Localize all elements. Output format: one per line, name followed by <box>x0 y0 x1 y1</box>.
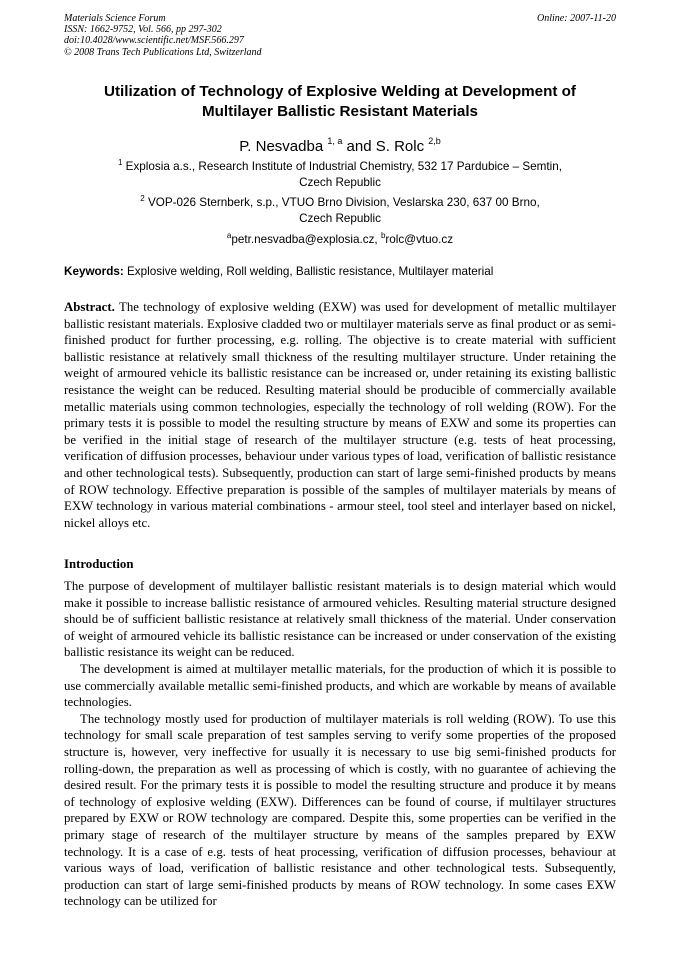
doi-line: doi:10.4028/www.scientific.net/MSF.566.297 <box>64 35 244 47</box>
email-b-marker: b <box>380 231 386 240</box>
email-b[interactable]: rolc@vtuo.cz <box>385 232 454 246</box>
author-1-name: P. Nesvadba <box>239 138 324 155</box>
issn-line: ISSN: 1662-9752, Vol. 566, pp 297-302 <box>64 24 222 36</box>
email-line <box>64 228 616 248</box>
copyright-line: © 2008 Trans Tech Publications Ltd, Switzerland <box>64 46 262 58</box>
intro-paragraph-2: The development is aimed at multilayer metallic materials, for the production of which it is possible to use commercially available metallic semi-finished products, and which are workable by means of available technologies. <box>64 661 616 710</box>
abstract-text: The technology of explosive welding (EXW) was used for development of metallic multilayer ballistic resistant materials. Explosive cladded two or multilayer materials serve as final product or as semi-finished product for further processing, e.g. rolling. The objective is to create material with sufficient ballistic resistance at relatively small thickness of the resulting multilayer structure. Under retaining the weight of armoured vehicle its ballistic resistance can be increased or, under retaining its existing ballistic resistance the weight can be reduced. Resulting material should be producible of commercially available metallic materials using common technologies, especially the technology of roll welding (ROW). For the primary tests it is possible to model the resulting structure by means of EXW and some its properties can be verified in the initial stage of research of the multilayer structure (e.g. tests of heat processing, verification of diffusion processes, behaviour under various types of load, verification of ballistic resistance and other technological tests). Subsequently, production can start of large semi-finished products by means of ROW technology. Effective preparation is possible of the samples of multilayer materials by means of EXW technology in various material combinations - armour steel, tool steel and interlayer based on nickel, nickel alloys etc. <box>64 300 616 530</box>
affiliation-1 <box>64 155 616 191</box>
journal-header <box>64 13 616 58</box>
online-date: Online: 2007-11-20 <box>537 13 616 24</box>
title-line-1: Utilization of Technology of Explosive Welding at Development of <box>104 83 576 100</box>
affiliation-1-line-1: Explosia a.s., Research Institute of Industrial Chemistry, 532 17 Pardubice – Semtin, <box>125 159 563 173</box>
affiliation-2-number: 2 <box>140 194 145 203</box>
keywords-label: Keywords: <box>64 265 124 278</box>
author-2-name: S. Rolc <box>375 138 425 155</box>
affiliation-2-line-1: VOP-026 Sternberk, s.p., VTUO Brno Division, Veslarska 230, 637 00 Brno, <box>147 195 540 209</box>
keywords-line <box>64 264 616 279</box>
author-1-marker: 1, a <box>327 136 343 146</box>
abstract-section <box>64 299 616 531</box>
intro-paragraph-1: The purpose of development of multilayer ballistic resistant materials is to design material which would make it possible to increase ballistic resistance of armoured vehicles. Resulting material structure designed should be of sufficient ballistic resistance at relatively small thickness of the material. Under conservation of weight of armoured vehicle its ballistic resistance can be increased or under conservation of the existing ballistic resistance its weight can be reduced. <box>64 579 616 660</box>
author-2-marker: 2,b <box>428 136 441 146</box>
introduction-section <box>64 578 616 910</box>
journal-name: Materials Science Forum <box>64 13 166 24</box>
email-a[interactable]: petr.nesvadba@explosia.cz, <box>231 232 378 246</box>
affiliation-2 <box>64 191 616 227</box>
affiliation-1-line-2: Czech Republic <box>299 175 381 189</box>
abstract-label: Abstract. <box>64 300 115 314</box>
keywords-text: Explosive welding, Roll welding, Ballistic resistance, Multilayer material <box>127 265 494 278</box>
intro-paragraph-3: The technology mostly used for production of multilayer materials is roll welding (ROW). To use this technology for small scale preparation of test samples serving to verify some properties of the proposed structure is, however, very ineffective for usually it is necessary to use big semi-finished products for rolling-down, the preparation as well as processing of which is costly, with no guarantee of achieving the desired result. For the primary tests it is possible to model the resulting structure and produce it by means of technology of explosive welding (EXW). Differences can be found of course, if multilayer structures prepared by EXW or ROW technology are compared. Despite this, some properties can be verified in the primary stage of research of the multilayer structure by means of the samples prepared by EXW technology. It is a case of e.g. tests of heat processing, verification of diffusion processes, behaviour at various ways of load, verification of ballistic resistance and other technological tests. Subsequently, production can start of large semi-finished products by means of ROW technology. In some cases EXW technology can be utilized for <box>64 711 616 909</box>
author-conjunction: and <box>346 138 372 155</box>
affiliation-2-line-2: Czech Republic <box>299 211 381 225</box>
title-line-2: Multilayer Ballistic Resistant Materials <box>201 102 478 120</box>
paper-title <box>64 82 616 121</box>
introduction-heading: Introduction <box>64 557 134 571</box>
email-a-marker: a <box>226 231 232 240</box>
author-line <box>64 133 616 156</box>
affiliation-1-number: 1 <box>117 158 123 167</box>
